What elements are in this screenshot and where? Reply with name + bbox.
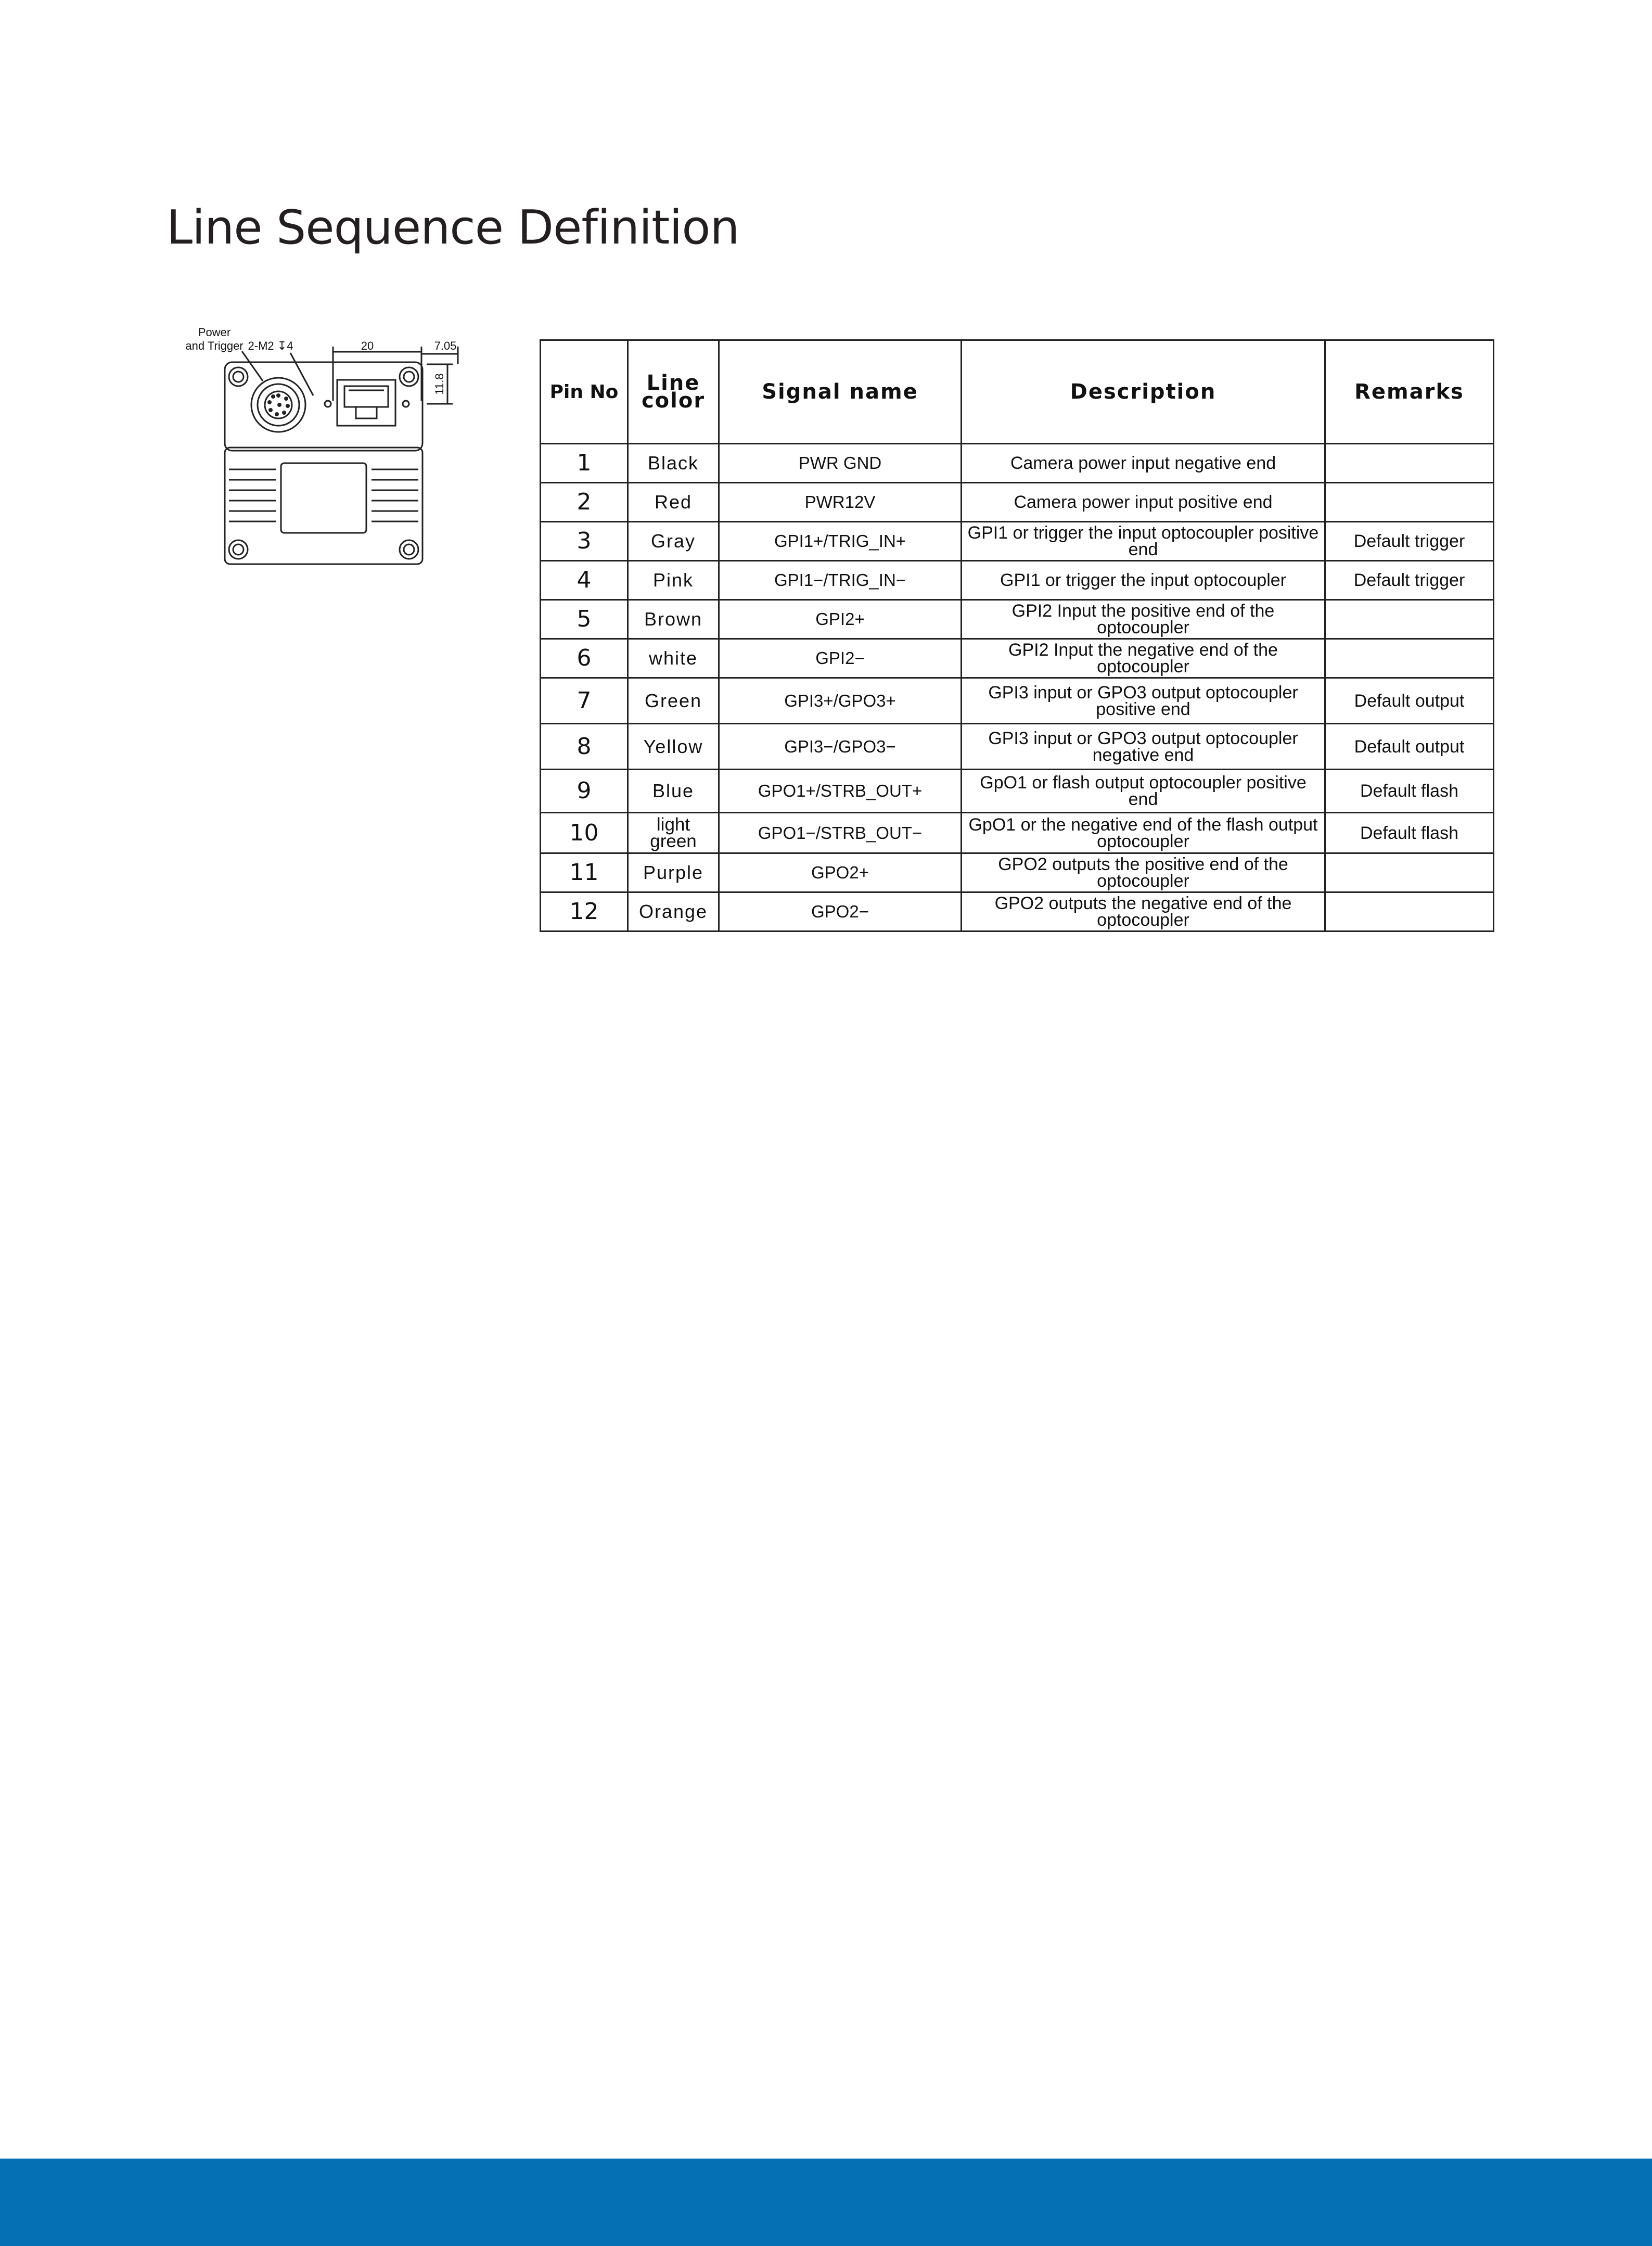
description-cell: GPI3 input or GPO3 output optocoupler positive end xyxy=(962,678,1325,724)
pin-cell: 9 xyxy=(541,770,628,813)
power-label: Power xyxy=(198,326,231,339)
line-color-cell: Orange xyxy=(628,892,719,931)
line-color-cell: Purple xyxy=(628,853,719,892)
signal-name-cell: GPI3−/GPO3− xyxy=(719,724,962,770)
table-row xyxy=(541,600,1494,639)
remarks-cell xyxy=(1325,853,1494,892)
header-pin-no: Pin No xyxy=(541,340,628,444)
description-cell: GPO2 outputs the positive end of the optocoupler xyxy=(962,853,1325,892)
line-color-cell: Black xyxy=(628,444,719,483)
line-color-cell: Red xyxy=(628,483,719,522)
signal-name-cell: GPO2− xyxy=(719,892,962,931)
signal-name-cell: GPO1−/STRB_OUT− xyxy=(719,813,962,853)
trigger-label: and Trigger xyxy=(185,339,244,352)
pin-cell: 2 xyxy=(541,483,628,522)
table-row xyxy=(541,770,1494,813)
table-row xyxy=(541,813,1494,853)
table-row xyxy=(541,724,1494,770)
line-color-cell: Pink xyxy=(628,561,719,600)
pin-cell: 3 xyxy=(541,522,628,561)
signal-name-cell: PWR12V xyxy=(719,483,962,522)
signal-name-cell: PWR GND xyxy=(719,444,962,483)
description-cell: GPI1 or trigger the input optocoupler xyxy=(962,561,1325,600)
description-cell: GPO2 outputs the negative end of the optocoupler xyxy=(962,892,1325,931)
table-row xyxy=(541,853,1494,892)
line-color-cell: Brown xyxy=(628,600,719,639)
header-signal-name: Signal name xyxy=(719,340,962,444)
remarks-cell xyxy=(1325,639,1494,678)
remarks-cell: Default output xyxy=(1325,724,1494,770)
remarks-cell: Default output xyxy=(1325,678,1494,724)
dim-20-label: 20 xyxy=(361,339,374,352)
description-cell: GpO1 or flash output optocoupler positive end xyxy=(962,770,1325,813)
description-cell: Camera power input negative end xyxy=(962,444,1325,483)
remarks-cell: Default trigger xyxy=(1325,561,1494,600)
cooling-fins xyxy=(229,469,418,521)
line-color-cell: Blue xyxy=(628,770,719,813)
pin-cell: 12 xyxy=(541,892,628,931)
signal-name-cell: GPI1−/TRIG_IN− xyxy=(719,561,962,600)
camera-rear-drawing xyxy=(177,323,479,572)
remarks-cell: Default flash xyxy=(1325,770,1494,813)
signal-name-cell: GPO1+/STRB_OUT+ xyxy=(719,770,962,813)
header-description: Description xyxy=(962,340,1325,444)
remarks-cell xyxy=(1325,892,1494,931)
line-color-cell: white xyxy=(628,639,719,678)
table-body xyxy=(541,444,1494,931)
header-line-color: Line color xyxy=(628,340,719,444)
signal-name-cell: GPI1+/TRIG_IN+ xyxy=(719,522,962,561)
description-cell: GPI3 input or GPO3 output optocoupler negative end xyxy=(962,724,1325,770)
pin-cell: 7 xyxy=(541,678,628,724)
pin-cell: 4 xyxy=(541,561,628,600)
table-row xyxy=(541,444,1494,483)
remarks-cell xyxy=(1325,600,1494,639)
header-remarks: Remarks xyxy=(1325,340,1494,444)
table-row xyxy=(541,639,1494,678)
remarks-cell xyxy=(1325,444,1494,483)
drawing-lines xyxy=(225,347,458,564)
footer-bar xyxy=(0,2159,1652,2246)
page-title: Line Sequence Definition xyxy=(167,200,739,255)
pin-cell: 5 xyxy=(541,600,628,639)
description-cell: GPI1 or trigger the input optocoupler positive end xyxy=(962,522,1325,561)
table-row xyxy=(541,892,1494,931)
signal-name-cell: GPO2+ xyxy=(719,853,962,892)
table-row xyxy=(541,561,1494,600)
table-row xyxy=(541,483,1494,522)
table-row xyxy=(541,678,1494,724)
remarks-cell: Default trigger xyxy=(1325,522,1494,561)
connector-pins xyxy=(267,393,290,416)
table-row xyxy=(541,522,1494,561)
remarks-cell: Default flash xyxy=(1325,813,1494,853)
pin-cell: 6 xyxy=(541,639,628,678)
description-cell: GPI2 Input the negative end of the optocoupler xyxy=(962,639,1325,678)
pin-cell: 10 xyxy=(541,813,628,853)
pin-cell: 8 xyxy=(541,724,628,770)
dim-m2-label: 2-M2 ↧4 xyxy=(248,339,293,352)
description-cell: Camera power input positive end xyxy=(962,483,1325,522)
line-color-cell: Gray xyxy=(628,522,719,561)
line-color-cell: Yellow xyxy=(628,724,719,770)
line-sequence-table xyxy=(540,339,1494,932)
line-color-cell: light green xyxy=(628,813,719,853)
signal-name-cell: GPI3+/GPO3+ xyxy=(719,678,962,724)
table-header-row xyxy=(541,340,1494,444)
signal-name-cell: GPI2+ xyxy=(719,600,962,639)
remarks-cell xyxy=(1325,483,1494,522)
pin-cell: 1 xyxy=(541,444,628,483)
signal-name-cell: GPI2− xyxy=(719,639,962,678)
description-cell: GPI2 Input the positive end of the optocoupler xyxy=(962,600,1325,639)
line-color-cell: Green xyxy=(628,678,719,724)
pin-cell: 11 xyxy=(541,853,628,892)
dim-118-label: 11.8 xyxy=(433,373,446,395)
description-cell: GpO1 or the negative end of the flash output optocoupler xyxy=(962,813,1325,853)
dim-705-label: 7.05 xyxy=(434,339,457,352)
